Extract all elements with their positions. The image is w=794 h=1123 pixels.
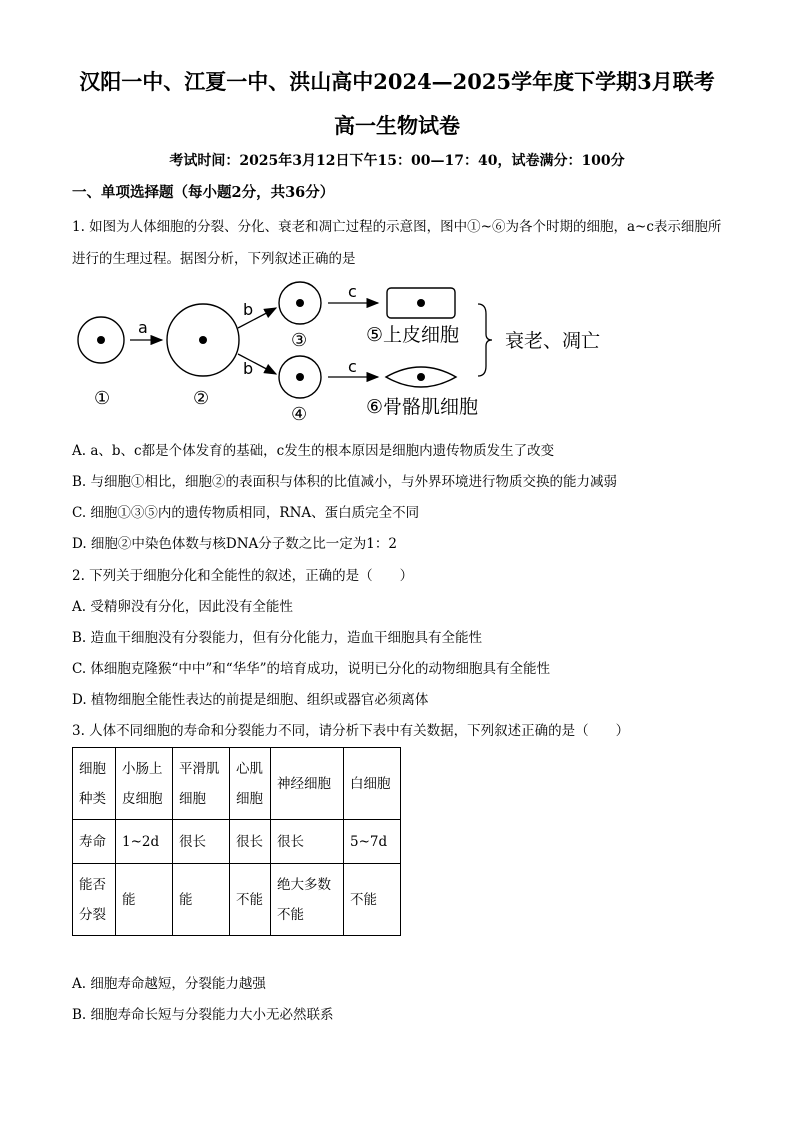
table-row — [73, 820, 401, 864]
table-row — [73, 748, 401, 820]
cell-4-nucleus — [296, 373, 304, 381]
label-c-bottom: c — [348, 357, 357, 376]
table-cell: 能 — [116, 864, 173, 936]
section-title: 一、单项选择题（每小题2分，共36分） — [72, 184, 335, 201]
table-cell: 1~2d — [116, 820, 173, 864]
table-cell: 寿命 — [73, 820, 116, 864]
q2-option-b: B. 造血干细胞没有分裂能力，但有分化能力，造血干细胞具有全能性 — [72, 630, 483, 646]
cell-5-nucleus — [417, 299, 425, 307]
exam-info: 考试时间：2025年3月12日下午15：00—17：40，试卷满分：100分 — [169, 153, 625, 169]
table-cell: 很长 — [230, 820, 271, 864]
table-cell: 白细胞 — [344, 748, 401, 820]
cell-2-nucleus — [199, 336, 207, 344]
table-cell: 小肠上皮细胞 — [116, 748, 173, 820]
q1-option-a: A. a、b、c都是个体发育的基础，c发生的根本原因是细胞内遗传物质发生了改变 — [72, 443, 555, 459]
cell-6-nucleus — [417, 373, 425, 381]
label-b-top: b — [243, 300, 254, 319]
q2-option-d: D. 植物细胞全能性表达的前提是细胞、组织或器官必须离体 — [72, 692, 429, 708]
q3-option-a: A. 细胞寿命越短，分裂能力越强 — [72, 976, 266, 992]
cell-1-label: ① — [94, 388, 111, 409]
table-cell: 5~7d — [344, 820, 401, 864]
cell-lifespan-table — [72, 747, 401, 936]
q2-option-a: A. 受精卵没有分化，因此没有全能性 — [72, 599, 293, 615]
q1-option-c: C. 细胞①③⑤内的遗传物质相同，RNA、蛋白质完全不同 — [72, 505, 420, 521]
q1-option-d: D. 细胞②中染色体数与核DNA分子数之比一定为1：2 — [72, 536, 397, 552]
brace — [478, 304, 492, 376]
label-b-bottom: b — [243, 359, 254, 378]
exam-title: 汉阳一中、江夏一中、洪山高中2024—2025学年度下学期3月联考 — [79, 69, 715, 94]
cell-6-label: ⑥骨骼肌细胞 — [366, 396, 479, 418]
cell-5-label: ⑤上皮细胞 — [366, 324, 460, 346]
label-a: a — [138, 318, 148, 337]
cell-1-nucleus — [97, 336, 105, 344]
cell-3-label: ③ — [291, 330, 308, 351]
table-cell: 很长 — [271, 820, 344, 864]
table-cell: 很长 — [173, 820, 230, 864]
cell-4-label: ④ — [291, 404, 308, 425]
table-cell: 心肌细胞 — [230, 748, 271, 820]
q3-option-b: B. 细胞寿命长短与分裂能力大小无必然联系 — [72, 1007, 334, 1023]
table-cell: 平滑肌细胞 — [173, 748, 230, 820]
table-cell: 能 — [173, 864, 230, 936]
table-cell: 绝大多数不能 — [271, 864, 344, 936]
exam-subtitle: 高一生物试卷 — [334, 113, 460, 138]
table-cell: 能否分裂 — [73, 864, 116, 936]
q1-stem: 1. 如图为人体细胞的分裂、分化、衰老和凋亡过程的示意图，图中①~⑥为各个时期的细胞，a~c表示细胞所进行的生理过程。据图分析，下列叙述正确的是 — [72, 219, 722, 267]
q2-stem: 2. 下列关于细胞分化和全能性的叙述，正确的是（ ） — [72, 568, 414, 584]
table-cell: 神经细胞 — [271, 748, 344, 820]
table-row — [73, 864, 401, 936]
cell-2-label: ② — [193, 388, 210, 409]
q1-option-b: B. 与细胞①相比，细胞②的表面积与体积的比值减小，与外界环境进行物质交换的能力减弱 — [72, 474, 618, 490]
aging-label: 衰老、凋亡 — [505, 330, 601, 352]
q3-stem: 3. 人体不同细胞的寿命和分裂能力不同，请分析下表中有关数据，下列叙述正确的是（ ） — [72, 723, 630, 739]
cell-process-diagram — [72, 280, 632, 425]
table-cell: 细胞种类 — [73, 748, 116, 820]
q2-option-c: C. 体细胞克隆猴“中中”和“华华”的培育成功，说明已分化的动物细胞具有全能性 — [72, 661, 551, 677]
cell-3-nucleus — [296, 299, 304, 307]
table-cell: 不能 — [344, 864, 401, 936]
table-cell: 不能 — [230, 864, 271, 936]
label-c-top: c — [348, 282, 357, 301]
